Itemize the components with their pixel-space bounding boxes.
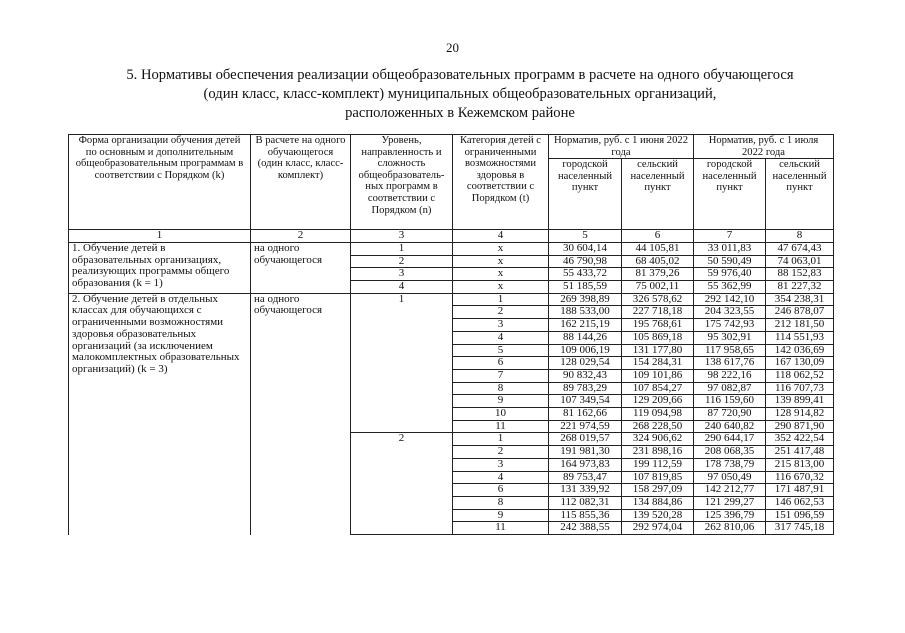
form-cell: 1. Обучение детей в образовательных организациях, реализующих программы общего образования (k = 1) bbox=[69, 242, 251, 293]
value-cell-col-8: 171 487,91 bbox=[766, 484, 834, 497]
value-cell-col-5: 188 533,00 bbox=[549, 306, 622, 319]
category-cell: 4 bbox=[453, 331, 549, 344]
value-cell-col-8: 212 181,50 bbox=[766, 319, 834, 332]
value-cell-col-5: 269 398,89 bbox=[549, 293, 622, 306]
value-cell-col-8: 128 914,82 bbox=[766, 408, 834, 421]
value-cell-col-8: 317 745,18 bbox=[766, 522, 834, 535]
value-cell-col-6: 292 974,04 bbox=[622, 522, 694, 535]
value-cell-col-5: 89 753,47 bbox=[549, 471, 622, 484]
value-cell-col-8: 215 813,00 bbox=[766, 458, 834, 471]
value-cell-col-8: 251 417,48 bbox=[766, 446, 834, 459]
value-cell-col-5: 90 832,43 bbox=[549, 369, 622, 382]
page-number: 20 bbox=[446, 40, 459, 55]
level-cell: 1 bbox=[351, 293, 453, 433]
level-cell: 2 bbox=[351, 255, 453, 268]
category-cell: 3 bbox=[453, 319, 549, 332]
value-cell-col-5: 112 082,31 bbox=[549, 496, 622, 509]
value-cell-col-8: 88 152,83 bbox=[766, 268, 834, 281]
value-cell-col-7: 138 617,76 bbox=[694, 357, 766, 370]
category-cell: 6 bbox=[453, 357, 549, 370]
value-cell-col-6: 105 869,18 bbox=[622, 331, 694, 344]
category-cell: 9 bbox=[453, 395, 549, 408]
value-cell-col-6: 231 898,16 bbox=[622, 446, 694, 459]
header-row-1 bbox=[69, 135, 834, 159]
value-cell-col-6: 107 854,27 bbox=[622, 382, 694, 395]
category-cell: 6 bbox=[453, 484, 549, 497]
calc-cell: на одного обучающегося bbox=[251, 242, 351, 293]
value-cell-col-5: 131 339,92 bbox=[549, 484, 622, 497]
value-cell-col-7: 125 396,79 bbox=[694, 509, 766, 522]
level-cell: 2 bbox=[351, 433, 453, 535]
value-cell-col-7: 142 212,77 bbox=[694, 484, 766, 497]
category-cell: 3 bbox=[453, 458, 549, 471]
value-cell-col-5: 128 029,54 bbox=[549, 357, 622, 370]
value-cell-col-7: 240 640,82 bbox=[694, 420, 766, 433]
value-cell-col-7: 175 742,93 bbox=[694, 319, 766, 332]
value-cell-col-6: 139 520,28 bbox=[622, 509, 694, 522]
value-cell-col-8: 246 878,07 bbox=[766, 306, 834, 319]
category-cell: 10 bbox=[453, 408, 549, 421]
value-cell-col-5: 88 144,26 bbox=[549, 331, 622, 344]
value-cell-col-8: 114 551,93 bbox=[766, 331, 834, 344]
value-cell-col-7: 262 810,06 bbox=[694, 522, 766, 535]
value-cell-col-6: 154 284,31 bbox=[622, 357, 694, 370]
value-cell-col-6: 268 228,50 bbox=[622, 420, 694, 433]
value-cell-col-7: 117 958,65 bbox=[694, 344, 766, 357]
value-cell-col-5: 81 162,66 bbox=[549, 408, 622, 421]
value-cell-col-5: 30 604,14 bbox=[549, 242, 622, 255]
col-number: 6 bbox=[622, 230, 694, 243]
value-cell-col-6: 44 105,81 bbox=[622, 242, 694, 255]
value-cell-col-8: 47 674,43 bbox=[766, 242, 834, 255]
col-number: 8 bbox=[766, 230, 834, 243]
value-cell-col-7: 208 068,35 bbox=[694, 446, 766, 459]
value-cell-col-5: 115 855,36 bbox=[549, 509, 622, 522]
value-cell-col-6: 195 768,61 bbox=[622, 319, 694, 332]
value-cell-col-5: 51 185,59 bbox=[549, 281, 622, 294]
value-cell-col-7: 290 644,17 bbox=[694, 433, 766, 446]
category-cell: х bbox=[453, 242, 549, 255]
value-cell-col-7: 87 720,90 bbox=[694, 408, 766, 421]
title-line-2: (один класс, класс-комплект) муниципальных общеобразовательных организаций, bbox=[203, 86, 717, 102]
value-cell-col-8: 118 062,52 bbox=[766, 369, 834, 382]
category-cell: 8 bbox=[453, 496, 549, 509]
column-numbers-row bbox=[69, 230, 834, 243]
category-cell: 9 bbox=[453, 509, 549, 522]
value-cell-col-7: 121 299,27 bbox=[694, 496, 766, 509]
category-cell: х bbox=[453, 268, 549, 281]
header-rural: сельский населенный пункт bbox=[622, 159, 694, 230]
value-cell-col-5: 164 973,83 bbox=[549, 458, 622, 471]
header-category: Категория детей с ограниченными возможностями здоровья в соответствии с Порядком (t) bbox=[453, 135, 549, 230]
category-cell: 8 bbox=[453, 382, 549, 395]
value-cell-col-5: 162 215,19 bbox=[549, 319, 622, 332]
value-cell-col-6: 199 112,59 bbox=[622, 458, 694, 471]
value-cell-col-6: 131 177,80 bbox=[622, 344, 694, 357]
value-cell-col-8: 81 227,32 bbox=[766, 281, 834, 294]
value-cell-col-7: 59 976,40 bbox=[694, 268, 766, 281]
value-cell-col-6: 119 094,98 bbox=[622, 408, 694, 421]
category-cell: 11 bbox=[453, 522, 549, 535]
value-cell-col-8: 74 063,01 bbox=[766, 255, 834, 268]
category-cell: 4 bbox=[453, 471, 549, 484]
value-cell-col-8: 167 130,09 bbox=[766, 357, 834, 370]
value-cell-col-7: 292 142,10 bbox=[694, 293, 766, 306]
category-cell: 2 bbox=[453, 306, 549, 319]
value-cell-col-6: 81 379,26 bbox=[622, 268, 694, 281]
value-cell-col-5: 109 006,19 bbox=[549, 344, 622, 357]
value-cell-col-8: 142 036,69 bbox=[766, 344, 834, 357]
value-cell-col-5: 221 974,59 bbox=[549, 420, 622, 433]
normatives-table bbox=[68, 134, 834, 535]
value-cell-col-6: 227 718,18 bbox=[622, 306, 694, 319]
value-cell-col-7: 55 362,99 bbox=[694, 281, 766, 294]
category-cell: х bbox=[453, 281, 549, 294]
category-cell: 1 bbox=[453, 433, 549, 446]
form-cell: 2. Обучение детей в отдельных классах для обучающихся с ограниченными возможностями здоровья образовательных организаций (за исключением малокомплектных образовательных организаций) (k = 3) bbox=[69, 293, 251, 534]
col-number: 1 bbox=[69, 230, 251, 243]
category-cell: 1 bbox=[453, 293, 549, 306]
header-level: Уровень, направленность и сложность общеобразователь-ных программ в соответствии с Порядком (n) bbox=[351, 135, 453, 230]
value-cell-col-5: 89 783,29 bbox=[549, 382, 622, 395]
value-cell-col-8: 139 899,41 bbox=[766, 395, 834, 408]
value-cell-col-7: 95 302,91 bbox=[694, 331, 766, 344]
col-number: 3 bbox=[351, 230, 453, 243]
value-cell-col-5: 107 349,54 bbox=[549, 395, 622, 408]
header-rural-2: сельский населенный пункт bbox=[766, 159, 834, 230]
value-cell-col-8: 116 670,32 bbox=[766, 471, 834, 484]
value-cell-col-7: 50 590,49 bbox=[694, 255, 766, 268]
table-row bbox=[69, 293, 834, 306]
value-cell-col-7: 97 050,49 bbox=[694, 471, 766, 484]
value-cell-col-8: 151 096,59 bbox=[766, 509, 834, 522]
value-cell-col-5: 242 388,55 bbox=[549, 522, 622, 535]
value-cell-col-8: 352 422,54 bbox=[766, 433, 834, 446]
value-cell-col-7: 97 082,87 bbox=[694, 382, 766, 395]
value-cell-col-6: 134 884,86 bbox=[622, 496, 694, 509]
category-cell: 7 bbox=[453, 369, 549, 382]
value-cell-col-7: 116 159,60 bbox=[694, 395, 766, 408]
value-cell-col-7: 33 011,83 bbox=[694, 242, 766, 255]
header-urban: городской населенный пункт bbox=[549, 159, 622, 230]
category-cell: х bbox=[453, 255, 549, 268]
value-cell-col-6: 129 209,66 bbox=[622, 395, 694, 408]
value-cell-col-6: 107 819,85 bbox=[622, 471, 694, 484]
value-cell-col-8: 354 238,31 bbox=[766, 293, 834, 306]
table-row bbox=[69, 242, 834, 255]
value-cell-col-7: 204 323,55 bbox=[694, 306, 766, 319]
title-line-1: 5. Нормативы обеспечения реализации общеобразовательных программ в расчете на одного обучающегося bbox=[126, 67, 794, 83]
level-cell: 4 bbox=[351, 281, 453, 294]
calc-cell: на одного обучающегося bbox=[251, 293, 351, 534]
title-line-3: расположенных в Кежемском районе bbox=[345, 105, 575, 121]
value-cell-col-7: 98 222,16 bbox=[694, 369, 766, 382]
header-norm-june: Норматив, руб. с 1 июня 2022 года bbox=[549, 135, 694, 159]
value-cell-col-6: 109 101,86 bbox=[622, 369, 694, 382]
value-cell-col-6: 324 906,62 bbox=[622, 433, 694, 446]
category-cell: 11 bbox=[453, 420, 549, 433]
value-cell-col-8: 116 707,73 bbox=[766, 382, 834, 395]
header-form: Форма организации обучения детей по основным и дополнительным общеобразовательным программам в соответствии с Порядком (k) bbox=[69, 135, 251, 230]
value-cell-col-8: 290 871,90 bbox=[766, 420, 834, 433]
value-cell-col-6: 68 405,02 bbox=[622, 255, 694, 268]
category-cell: 5 bbox=[453, 344, 549, 357]
header-norm-july: Норматив, руб. с 1 июля 2022 года bbox=[694, 135, 834, 159]
value-cell-col-5: 191 981,30 bbox=[549, 446, 622, 459]
value-cell-col-5: 46 790,98 bbox=[549, 255, 622, 268]
level-cell: 3 bbox=[351, 268, 453, 281]
value-cell-col-8: 146 062,53 bbox=[766, 496, 834, 509]
col-number: 2 bbox=[251, 230, 351, 243]
value-cell-col-5: 55 433,72 bbox=[549, 268, 622, 281]
col-number: 7 bbox=[694, 230, 766, 243]
value-cell-col-6: 326 578,62 bbox=[622, 293, 694, 306]
value-cell-col-6: 158 297,09 bbox=[622, 484, 694, 497]
header-calc: В расчете на одного обучающегося (один класс, класс-комплект) bbox=[251, 135, 351, 230]
col-number: 5 bbox=[549, 230, 622, 243]
level-cell: 1 bbox=[351, 242, 453, 255]
value-cell-col-6: 75 002,11 bbox=[622, 281, 694, 294]
col-number: 4 bbox=[453, 230, 549, 243]
header-urban-2: городской населенный пункт bbox=[694, 159, 766, 230]
section-title bbox=[90, 66, 830, 123]
value-cell-col-7: 178 738,79 bbox=[694, 458, 766, 471]
category-cell: 2 bbox=[453, 446, 549, 459]
value-cell-col-5: 268 019,57 bbox=[549, 433, 622, 446]
